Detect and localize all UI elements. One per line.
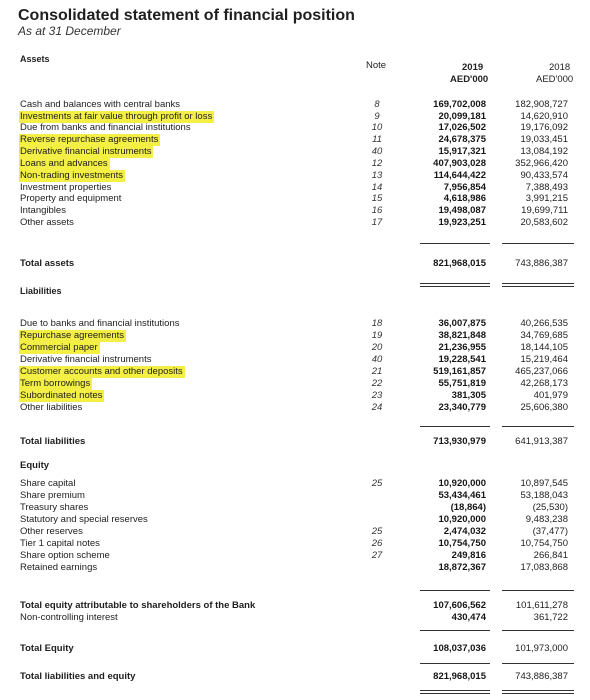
row-value-2018: 10,754,750 xyxy=(520,538,568,549)
statement-row xyxy=(0,158,590,170)
year-2019-header: 2019 xyxy=(462,62,484,73)
row-label: Total liabilities xyxy=(20,436,86,447)
statement-row xyxy=(0,671,590,683)
row-value-2018: 18,144,105 xyxy=(520,342,568,353)
row-value-2019: 107,606,562 xyxy=(433,600,486,611)
row-value-2018: 14,620,910 xyxy=(520,111,568,122)
row-note: 27 xyxy=(371,550,383,561)
row-label: Cash and balances with central banks xyxy=(20,99,181,110)
row-label: Derivative financial instruments xyxy=(20,354,152,365)
row-value-2018: 19,176,092 xyxy=(520,122,568,133)
section-equity-label: Equity xyxy=(20,460,50,471)
row-value-2019: 19,228,541 xyxy=(438,354,486,365)
statement-row xyxy=(0,402,590,414)
row-value-2019: 713,930,979 xyxy=(433,436,486,447)
row-note: 17 xyxy=(371,217,383,228)
rule-assets-2019 xyxy=(420,243,490,244)
section-liabilities: Liabilities xyxy=(20,286,62,296)
row-label: Commercial paper xyxy=(20,342,98,353)
row-label: Due to banks and financial institutions xyxy=(20,318,180,329)
row-value-2019: 519,161,857 xyxy=(433,366,486,377)
statement-row xyxy=(0,193,590,205)
row-value-2018: 19,699,711 xyxy=(521,205,568,216)
row-note: 22 xyxy=(371,378,383,389)
year-2018-header: 2018 xyxy=(549,62,571,73)
rule-total-assets-2019 xyxy=(420,283,490,287)
row-note: 26 xyxy=(371,538,383,549)
row-note: 18 xyxy=(371,318,383,329)
row-label: Total liabilities and equity xyxy=(20,671,136,682)
row-label: Other reserves xyxy=(20,526,83,537)
row-value-2019: 36,007,875 xyxy=(438,318,486,329)
statement-row xyxy=(0,378,590,390)
row-value-2019: 19,923,251 xyxy=(438,217,486,228)
statement-row xyxy=(0,342,590,354)
row-label: Retained earnings xyxy=(20,562,98,573)
statement-row xyxy=(0,562,590,574)
statement-row xyxy=(0,354,590,366)
row-value-2019: 821,968,015 xyxy=(433,671,486,682)
statement-row xyxy=(0,134,590,146)
row-label: Share premium xyxy=(20,490,85,501)
row-value-2019: 4,618,986 xyxy=(443,193,486,204)
row-value-2019: 2,474,032 xyxy=(443,526,486,537)
row-value-2019: 38,821,848 xyxy=(438,330,486,341)
statement-row xyxy=(0,390,590,402)
row-label: Total Equity xyxy=(20,643,74,654)
row-value-2018: 361,722 xyxy=(533,612,568,623)
row-label: Property and equipment xyxy=(20,193,122,204)
row-note: 24 xyxy=(371,402,383,413)
row-value-2018: 641,913,387 xyxy=(515,436,568,447)
row-value-2019: 21,236,955 xyxy=(438,342,486,353)
row-note: 23 xyxy=(371,390,383,401)
statement-row xyxy=(0,99,590,111)
row-note: 9 xyxy=(374,111,380,122)
statement-row xyxy=(0,612,590,624)
row-label: Derivative financial instruments xyxy=(20,146,152,157)
row-note: 13 xyxy=(371,170,383,181)
statement-row xyxy=(0,490,590,502)
rule-total-le-2019 xyxy=(420,690,490,694)
rule-equity-2019 xyxy=(420,590,490,591)
rule-equity-2018 xyxy=(502,590,574,591)
rule-liabilities-2019 xyxy=(420,426,490,427)
row-value-2018: 17,083,868 xyxy=(520,562,568,573)
row-value-2018: 7,388,493 xyxy=(525,182,568,193)
row-value-2019: 15,917,321 xyxy=(438,146,486,157)
row-value-2018: 20,583,602 xyxy=(520,217,568,228)
statement-row xyxy=(0,366,590,378)
row-value-2019: 18,872,367 xyxy=(438,562,486,573)
row-value-2019: 53,434,461 xyxy=(438,490,486,501)
rule-nci-2018 xyxy=(502,630,574,631)
row-value-2019: 20,099,181 xyxy=(438,111,486,122)
row-label: Due from banks and financial institutions xyxy=(20,122,191,133)
row-value-2018: 182,908,727 xyxy=(515,99,568,110)
row-note: 12 xyxy=(371,158,383,169)
row-value-2019: 108,037,036 xyxy=(433,643,486,654)
section-assets: Assets xyxy=(20,54,50,64)
row-label: Total equity attributable to shareholders of the Bank xyxy=(20,600,256,611)
row-value-2019: 17,026,502 xyxy=(438,122,486,133)
statement-row xyxy=(0,330,590,342)
row-value-2019: 249,816 xyxy=(451,550,486,561)
row-label: Total assets xyxy=(20,258,75,269)
row-label: Term borrowings xyxy=(20,378,91,389)
row-value-2018: 465,237,066 xyxy=(515,366,568,377)
rule-total-le-2018 xyxy=(502,690,574,694)
statement-row xyxy=(0,550,590,562)
row-label: Reverse repurchase agreements xyxy=(20,134,159,145)
row-note: 14 xyxy=(371,182,383,193)
row-value-2019: 7,956,854 xyxy=(443,182,486,193)
row-value-2019: 821,968,015 xyxy=(433,258,486,269)
section-equity xyxy=(0,460,590,472)
row-label: Investments at fair value through profit or loss xyxy=(20,111,213,122)
statement-row xyxy=(0,478,590,490)
row-value-2018: 90,433,574 xyxy=(520,170,568,181)
row-note: 25 xyxy=(371,478,383,489)
statement-row xyxy=(0,526,590,538)
unit-2018-header: AED'000 xyxy=(536,74,574,85)
statement-row xyxy=(0,436,590,448)
statement-row xyxy=(0,502,590,514)
row-label: Non-trading investments xyxy=(20,170,123,181)
row-value-2018: 743,886,387 xyxy=(515,671,568,682)
row-value-2019: 169,702,008 xyxy=(433,99,486,110)
row-label: Repurchase agreements xyxy=(20,330,125,341)
row-value-2019: 10,920,000 xyxy=(438,514,486,525)
rule-total-equity-2019 xyxy=(420,663,490,664)
rule-nci-2019 xyxy=(420,630,490,631)
row-value-2019: 430,474 xyxy=(451,612,486,623)
row-value-2018: 10,897,545 xyxy=(520,478,568,489)
row-note: 8 xyxy=(374,99,380,110)
row-label: Tier 1 capital notes xyxy=(20,538,100,549)
row-value-2018: 40,266,535 xyxy=(520,318,568,329)
row-value-2018: (25,530) xyxy=(532,502,568,513)
row-label: Share option scheme xyxy=(20,550,110,561)
row-value-2019: 55,751,819 xyxy=(438,378,486,389)
unit-2019-header: AED'000 xyxy=(450,74,489,85)
rule-total-equity-2018 xyxy=(502,663,574,664)
statement-row xyxy=(0,538,590,550)
statement-row xyxy=(0,122,590,134)
note-header: Note xyxy=(366,60,387,71)
row-value-2018: 266,841 xyxy=(533,550,568,561)
statement-row xyxy=(0,146,590,158)
statement-row xyxy=(0,318,590,330)
rule-assets-2018 xyxy=(502,243,574,244)
row-note: 11 xyxy=(372,134,382,145)
row-value-2019: 114,644,422 xyxy=(433,170,486,181)
row-value-2018: 3,991,215 xyxy=(525,193,568,204)
row-value-2018: 13,084,192 xyxy=(520,146,568,157)
row-label: Investment properties xyxy=(20,182,112,193)
statement-row xyxy=(0,643,590,655)
row-note: 40 xyxy=(371,146,383,157)
row-label: Share capital xyxy=(20,478,76,489)
statement-row xyxy=(0,205,590,217)
statement-row xyxy=(0,514,590,526)
row-value-2019: (18,864) xyxy=(450,502,486,513)
row-value-2019: 23,340,779 xyxy=(438,402,486,413)
row-note: 25 xyxy=(371,526,383,537)
row-value-2019: 19,498,087 xyxy=(438,205,486,216)
row-label: Subordinated notes xyxy=(20,390,103,401)
row-value-2018: 42,268,173 xyxy=(520,378,568,389)
row-value-2018: 19,033,451 xyxy=(520,134,568,145)
row-note: 19 xyxy=(371,330,383,341)
row-value-2018: 15,219,464 xyxy=(520,354,568,365)
row-note: 10 xyxy=(371,122,383,133)
statement-title: Consolidated statement of financial position xyxy=(18,7,355,24)
row-note: 20 xyxy=(371,342,383,353)
row-value-2018: 53,188,043 xyxy=(520,490,568,501)
row-value-2018: 743,886,387 xyxy=(515,258,568,269)
row-value-2018: 9,483,238 xyxy=(525,514,568,525)
row-value-2018: (37,477) xyxy=(532,526,568,537)
row-value-2019: 24,678,375 xyxy=(438,134,486,145)
row-label: Other assets xyxy=(20,217,74,228)
row-label: Treasury shares xyxy=(20,502,89,513)
row-note: 21 xyxy=(371,366,383,377)
row-label: Customer accounts and other deposits xyxy=(20,366,183,377)
row-value-2018: 25,606,380 xyxy=(520,402,568,413)
statement-row xyxy=(0,217,590,229)
row-value-2019: 407,903,028 xyxy=(433,158,486,169)
statement-row xyxy=(0,170,590,182)
statement-row xyxy=(0,600,590,612)
row-value-2019: 10,920,000 xyxy=(438,478,486,489)
row-note: 15 xyxy=(371,193,383,204)
row-value-2018: 401,979 xyxy=(533,390,568,401)
row-note: 40 xyxy=(371,354,383,365)
row-label: Loans and advances xyxy=(20,158,108,169)
row-value-2018: 352,966,420 xyxy=(515,158,568,169)
statement-row xyxy=(0,258,590,270)
rule-total-assets-2018 xyxy=(502,283,574,287)
row-value-2018: 101,973,000 xyxy=(515,643,568,654)
row-value-2018: 101,611,278 xyxy=(515,600,568,611)
statement-subtitle: As at 31 December xyxy=(18,24,121,38)
row-value-2019: 10,754,750 xyxy=(438,538,486,549)
row-note: 16 xyxy=(371,205,383,216)
row-label: Intangibles xyxy=(20,205,66,216)
row-label: Non-controlling interest xyxy=(20,612,118,623)
rule-liabilities-2018 xyxy=(502,426,574,427)
row-label: Statutory and special reserves xyxy=(20,514,148,525)
row-value-2018: 34,769,685 xyxy=(520,330,568,341)
row-value-2019: 381,305 xyxy=(451,390,486,401)
row-label: Other liabilities xyxy=(20,402,83,413)
